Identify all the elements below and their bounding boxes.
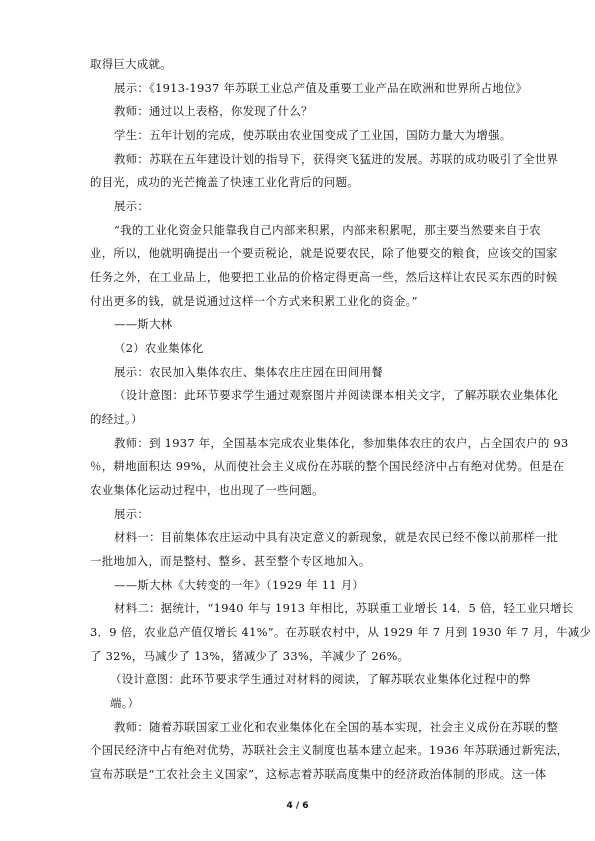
quote-line: 任务之外，在工业品上，他要把工业品的价格定得更高一些，然后这样让农民买东西的时候 <box>90 270 558 284</box>
quote-attribution: ——斯大林 <box>114 317 173 331</box>
section-heading: （2）农业集体化 <box>114 341 204 355</box>
text-line: 取得巨大成就。 <box>90 57 172 71</box>
material-line: 一批地加入，而是整村、整乡、甚至整个专区地加入。 <box>90 554 371 568</box>
text-line: 的目光，成功的光芒掩盖了快速工业化背后的问题。 <box>90 175 359 189</box>
quote-line: 付出更多的钱，就是说通过这样一个方式来积累工业化的资金。” <box>90 294 418 308</box>
material-line: 材料二：据统计，“1940 年与 1913 年相比，苏联重工业增长 14．5 倍，轻工业只增长 <box>114 601 574 615</box>
text-line: 展示： <box>114 507 150 521</box>
page-number: 4 / 6 <box>286 801 309 811</box>
quote-line: “我的工业化资金只能靠我自己内部来积累，内部来积累呢，那主要当然要来自于农 <box>114 223 541 237</box>
material-line: 材料一：目前集体农庄运动中具有决定意义的新现象，就是农民已经不像以前那样一批 <box>114 530 559 544</box>
text-line: 教师：随着苏联国家工业化和农业集体化在全国的基本实现，社会主义成份在苏联的整 <box>114 720 559 734</box>
text-line: 学生：五年计划的完成，使苏联由农业国变成了工业国，国防力量大为增强。 <box>114 128 512 142</box>
material-line: 了 32%，马减少了 13%，猪减少了 33%，羊减少了 26%。 <box>90 649 410 663</box>
text-line: 教师：通过以上表格，你发现了什么？ <box>114 104 313 118</box>
text-line: 农业集体化运动过程中，也出现了一些问题。 <box>90 483 324 497</box>
text-line: 展示：《1913-1937 年苏联工业总产值及重要工业产品在欧洲和世界所占地位》 <box>114 81 528 95</box>
text-line: 展示： <box>114 199 150 213</box>
text-line: 个国民经济中占有绝对优势，苏联社会主义制度也基本建立起来。1936 年苏联通过新宪法， <box>90 743 569 757</box>
text-line: 教师：苏联在五年建设计划的指导下，获得突飞猛进的发展。苏联的成功吸引了全世界 <box>114 152 559 166</box>
design-note-line: 端。） <box>110 696 140 710</box>
quote-line: 业，所以，他就明确提出一个要贡税论，就是说要农民，除了他要交的粮食，应该交的国家 <box>90 246 558 260</box>
design-note-line: 的经过。） <box>90 412 143 426</box>
text-line: 宣布苏联是“工农社会主义国家”，这标志着苏联高度集中的经济政治体制的形成。这一体 <box>90 767 547 781</box>
text-line: 教师：到 1937 年，全国基本完成农业集体化，参加集体农庄的农户，占全国农户的 93 <box>114 436 569 450</box>
design-note-line: （设计意图：此环节要求学生通过对材料的阅读，了解苏联农业集体化过程中的弊 <box>110 672 531 686</box>
text-line: ％，耕地面积达 99%，从而使社会主义成份在苏联的整个国民经济中占有绝对优势。但是在 <box>90 459 565 473</box>
material-line: 3．9 倍，农业总产值仅增长 41%”。在苏联农村中，从 1929 年 7 月到 1930 年 7 月，牛减少 <box>90 625 592 639</box>
material-attribution: ——斯大林《大转变的一年》（1929 年 11 月） <box>114 578 365 592</box>
design-note-line: （设计意图：此环节要求学生通过观察图片并阅读课本相关文字，了解苏联农业集体化 <box>114 388 559 402</box>
text-line: 展示：农民加入集体农庄、集体农庄庄园在田间用餐 <box>114 365 383 379</box>
